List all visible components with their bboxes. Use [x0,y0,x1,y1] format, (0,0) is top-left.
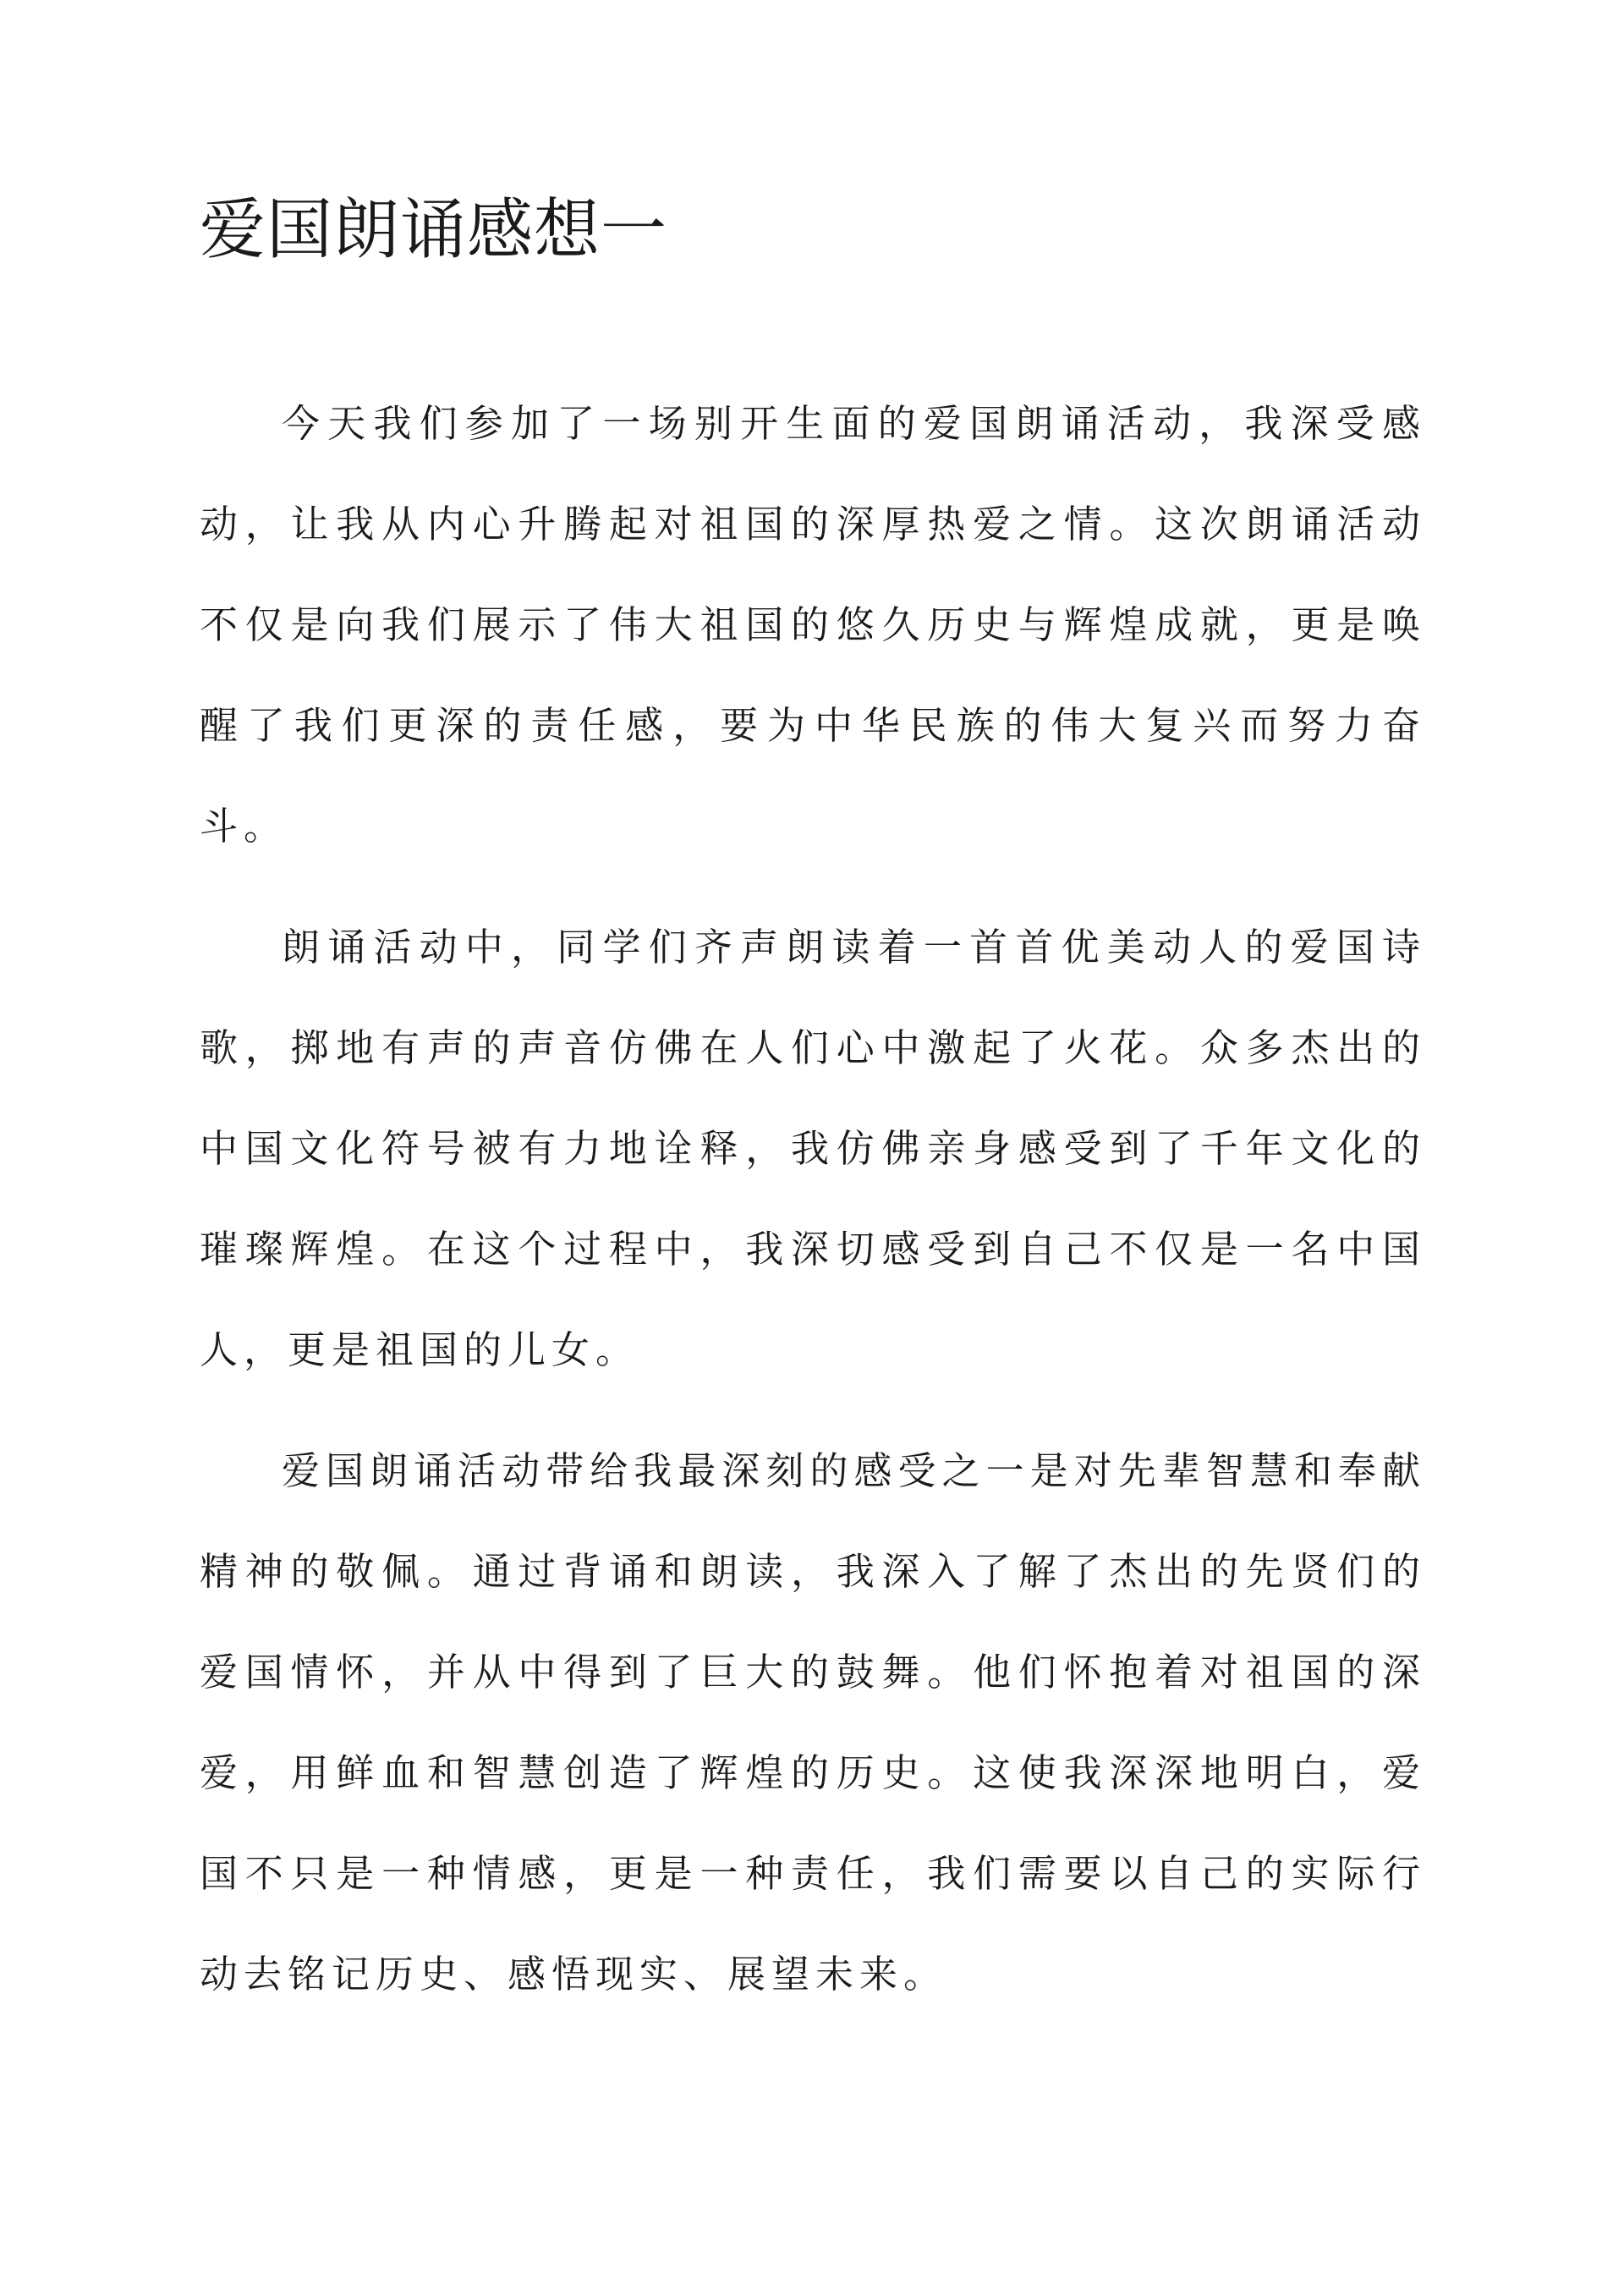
document-body [200,373,1426,2045]
paragraph-1: 今天我们参加了一场别开生面的爱国朗诵活动，我深受感动，让我从内心升腾起对祖国的深厚热爱之情。这次朗诵活动不仅是向我们展示了伟大祖国的悠久历史与辉煌成就，更是唤醒了我们更深的责任感，要为中华民族的伟大复兴而努力奋斗。 [200,401,1426,849]
paragraph-2: 朗诵活动中，同学们齐声朗读着一首首优美动人的爱国诗歌，掷地有声的声音仿佛在人们心中激起了火花。众多杰出的中国文化符号被有力地诠释，我仿佛亲身感受到了千年文化的璀璨辉煌。在这个过程中，我深切感受到自己不仅是一名中国人，更是祖国的儿女。 [200,925,1426,1372]
paragraph-3: 爱国朗诵活动带给我最深刻的感受之一是对先辈智慧和奉献精神的敬佩。通过背诵和朗读，我深入了解了杰出的先贤们的爱国情怀，并从中得到了巨大的鼓舞。他们怀抱着对祖国的深爱，用鲜血和智慧创造了辉煌的历史。这使我深深地明白，爱国不只是一种情感，更是一种责任，我们需要以自己的实际行动去铭记历史、感悟现实、展望未来。 [200,1448,1426,1997]
document-title: 爱国朗诵感想一 [200,192,668,268]
